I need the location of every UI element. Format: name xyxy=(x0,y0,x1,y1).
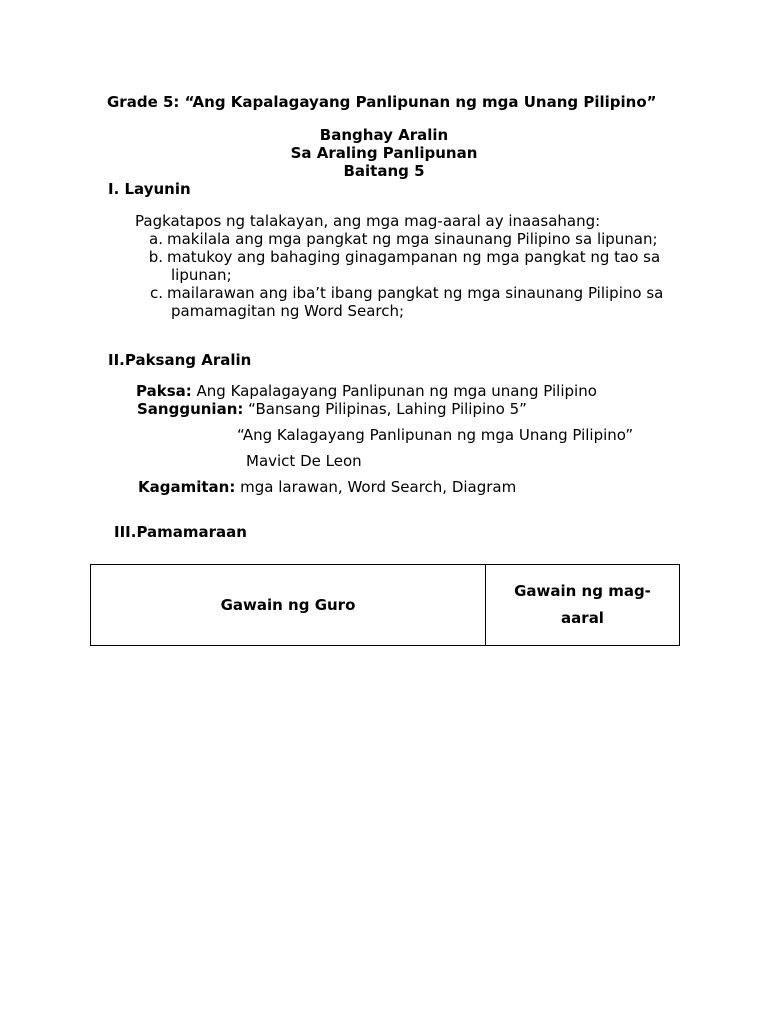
section-3-heading: III.Pamamaraan xyxy=(114,523,247,541)
table-header-guro xyxy=(91,565,486,646)
list-marker: c. xyxy=(149,284,163,302)
objective-item-c xyxy=(143,284,663,302)
list-item-text: makilala ang mga pangkat ng mga sinaunang Pilipino sa lipunan; xyxy=(167,230,658,248)
section-1-heading: I. Layunin xyxy=(108,180,191,198)
sanggunian-label: Sanggunian: xyxy=(137,400,244,418)
heading-line-2: Sa Araling Panlipunan xyxy=(290,144,478,162)
objective-item-b-continued: lipunan; xyxy=(171,266,232,284)
list-item-text: mailarawan ang iba’t ibang pangkat ng mga sinaunang Pilipino sa xyxy=(167,284,664,302)
sanggunian-author: Mavict De Leon xyxy=(246,452,362,470)
kagamitan-line xyxy=(138,478,516,496)
objective-item-b xyxy=(143,248,660,266)
section-2-heading: II.Paksang Aralin xyxy=(108,351,252,369)
table-header-mag-aaral-line-1: Gawain ng mag- xyxy=(514,582,651,600)
kagamitan-label: Kagamitan: xyxy=(138,478,236,496)
table-row xyxy=(91,565,680,646)
table-header-mag-aaral-line-2: aaral xyxy=(561,609,604,627)
paksa-label: Paksa: xyxy=(136,382,192,400)
list-marker: b. xyxy=(148,248,163,266)
kagamitan-value: mga larawan, Word Search, Diagram xyxy=(235,478,517,496)
table-header-guro-label: Gawain ng Guro xyxy=(220,595,356,614)
objectives-intro: Pagkatapos ng talakayan, ang mga mag-aaral ay inaasahang: xyxy=(135,212,601,230)
list-item-text: matukoy ang bahaging ginagampanan ng mga pangkat ng tao sa xyxy=(167,248,661,266)
document-title: Grade 5: “Ang Kapalagayang Panlipunan ng mga Unang Pilipino” xyxy=(107,93,657,111)
procedure-table xyxy=(90,564,680,646)
objective-item-a xyxy=(143,230,658,248)
paksa-line xyxy=(136,382,597,400)
list-marker: a. xyxy=(149,230,163,248)
paksa-value: Ang Kapalagayang Panlipunan ng mga unang Pilipino xyxy=(191,382,597,400)
sanggunian-line-2: “Ang Kalagayang Panlipunan ng mga Unang Pilipino” xyxy=(237,426,634,444)
heading-line-1: Banghay Aralin xyxy=(319,126,449,144)
objective-item-c-continued: pamamagitan ng Word Search; xyxy=(171,302,405,320)
heading-line-3: Baitang 5 xyxy=(343,162,425,180)
sanggunian-line xyxy=(137,400,527,418)
table-header-mag-aaral xyxy=(486,565,680,646)
sanggunian-value: “Bansang Pilipinas, Lahing Pilipino 5” xyxy=(243,400,527,418)
